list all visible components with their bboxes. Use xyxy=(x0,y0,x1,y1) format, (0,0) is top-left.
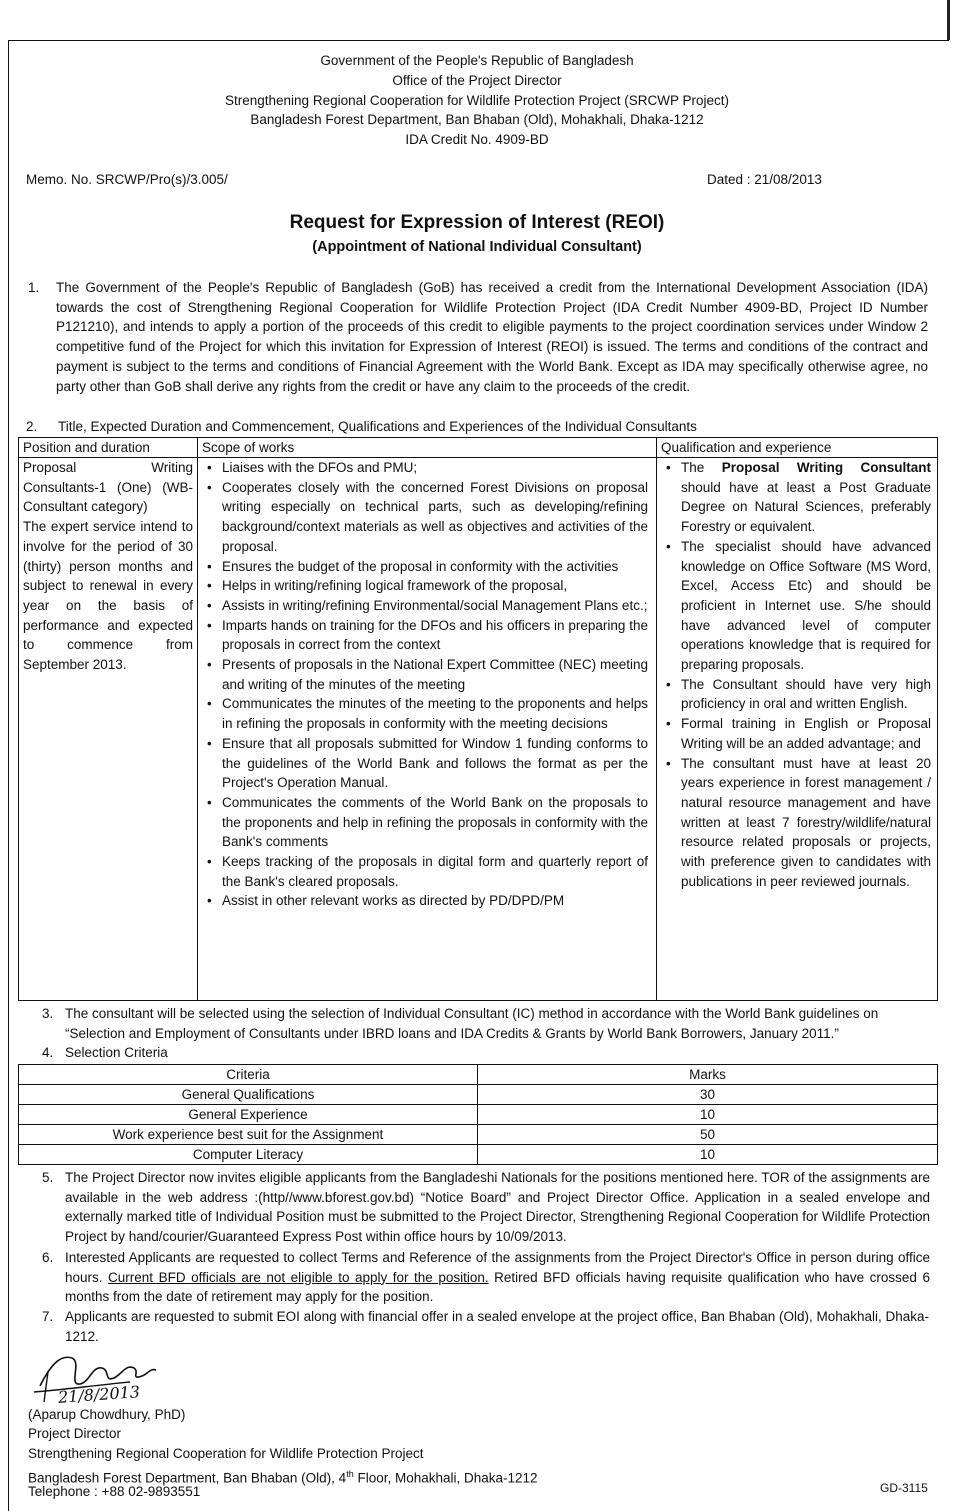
para-7-number: 7. xyxy=(42,1309,54,1324)
header-project: Strengthening Regional Cooperation for Wildlife Protection Project (SRCWP Project) xyxy=(225,93,729,108)
position-duration: The expert service intend to involve for the period of 30 (thirty) person months and subject to renewal in every year on the basis of performance and expected to commence from September 2013. xyxy=(23,519,193,673)
qualification-item: • The Consultant should have very high proficiency in oral and written English. xyxy=(661,675,931,714)
para-7: Applicants are requested to submit EOI along with financial offer in a sealed envelope at the project office, Ban Bhaban (Old), Mohakhali, Dhaka-1212. xyxy=(65,1309,930,1344)
criteria-cell: Work experience best suit for the Assignment xyxy=(19,1125,478,1145)
signatory-title: Project Director xyxy=(28,1426,122,1441)
scope-item: • Presents of proposals in the National Expert Committee (NEC) meeting and writing of the minutes of the meeting xyxy=(202,655,648,694)
document-code: GD-3115 xyxy=(880,1481,928,1495)
col-header-scope: Scope of works xyxy=(198,438,657,458)
page-title: Request for Expression of Interest (REOI) xyxy=(289,212,665,233)
signatory-address: Bangladesh Forest Department, Ban Bhaban (Old), 4th Floor, Mohakhali, Dhaka-1212 xyxy=(28,1469,538,1486)
para-6: Interested Applicants are requested to collect Terms and Reference of the assignments from the Project Director's Office in person during office hours. Current BFD officials are not eligible to apply for the position. Retired BFD officials having requisite qualification who have crossed 6 months from the date of retirement may apply for the position. xyxy=(65,1250,930,1305)
memo-number: Memo. No. SRCWP/Pro(s)/3.005/ xyxy=(26,172,228,187)
para-4: Selection Criteria xyxy=(65,1045,168,1060)
para-6-number: 6. xyxy=(42,1250,54,1265)
para-4-number: 4. xyxy=(42,1045,54,1060)
scope-item: • Communicates the minutes of the meeting to the proponents and helps in refining the proposals in conformity with the meeting decisions xyxy=(202,694,648,733)
qualification-item: • The specialist should have advanced knowledge on Office Software (MS Word, Excel, Access Etc) and should be proficient in Internet use. S/he should have advanced level of computer operations knowledge that is required for preparing proposals. xyxy=(661,537,931,675)
signatory-name: (Aparup Chowdhury, PhD) xyxy=(28,1407,186,1422)
table-row xyxy=(19,1145,938,1165)
para-3: The consultant will be selected using the selection of Individual Consultant (IC) method in accordance with the World Bank guidelines on “Selection and Employment of Consultants under IBRD loans and IDA Credits & Grants by World Bank Borrowers, January 2011.” xyxy=(65,1006,879,1041)
scope-list xyxy=(202,458,648,911)
para-2: Title, Expected Duration and Commencement, Qualifications and Experiences of the Individual Consultants xyxy=(58,419,697,434)
scope-item: • Liaises with the DFOs and PMU; xyxy=(202,458,648,478)
page-subtitle: (Appointment of National Individual Consultant) xyxy=(312,239,642,255)
scope-item: • Assist in other relevant works as directed by PD/DPD/PM xyxy=(202,891,648,911)
signatory-project: Strengthening Regional Cooperation for Wildlife Protection Project xyxy=(28,1446,424,1461)
marks-header: Marks xyxy=(478,1065,938,1085)
col-header-qualification: Qualification and experience xyxy=(657,438,938,458)
consultant-table xyxy=(18,437,938,1001)
scope-item: • Ensure that all proposals submitted for Window 1 funding conforms to the guidelines of the World Bank and follows the format as per the Project's Operation Manual. xyxy=(202,734,648,793)
criteria-table xyxy=(18,1064,938,1165)
memo-date: Dated : 21/08/2013 xyxy=(707,172,822,187)
table-row xyxy=(19,1105,938,1125)
para-5: The Project Director now invites eligible applicants from the Bangladeshi Nationals for the positions mentioned here. TOR of the assignments are available in the web address :(http//www.bforest.gov.bd) “Notice Board” and Project Director Office. Application in a sealed envelope and externally marked title of Individual Position must be submitted to the Project Director, Strengthening Regional Cooperation for Wildlife Protection Project by hand/courier/Guaranteed Express Post within office hours by 10/09/2013. xyxy=(65,1170,930,1245)
para-2-number: 2. xyxy=(26,419,38,434)
col-header-position: Position and duration xyxy=(19,438,198,458)
scope-item: • Assists in writing/refining Environmental/social Management Plans etc.; xyxy=(202,596,648,616)
header-credit: IDA Credit No. 4909-BD xyxy=(405,132,549,147)
header-government: Government of the People's Republic of Bangladesh xyxy=(320,53,634,68)
scope-item: • Communicates the comments of the World Bank on the proposals to the proponents and help in refining the proposals in conformity with the Bank's comments xyxy=(202,793,648,852)
signatory-telephone: Telephone : +88 02-9893551 xyxy=(28,1484,201,1499)
para-1: The Government of the People's Republic of Bangladesh (GoB) has received a credit from the International Development Association (IDA) towards the cost of Strengthening Regional Cooperation for Wildlife Protection Project (IDA Credit Number 4909-BD, Project ID Number P121210), and intends to apply a portion of the proceeds of this credit to eligible payments to the project coordination services under Window 2 competitive fund of the Project for which this invitation for Expression of Interest (REOI) is issued. The terms and conditions of the contract and payment is subject to the terms and conditions of Financial Agreement with the World Bank. Except as IDA may specifically otherwise agree, no party other than GoB shall derive any rights from the credit or have any claim to the proceeds of the credit. xyxy=(56,280,928,394)
ineligibility-notice: Current BFD officials are not eligible to apply for the position. xyxy=(108,1269,489,1285)
qualification-list xyxy=(661,458,931,891)
marks-cell: 10 xyxy=(478,1145,938,1165)
qualification-item: • The consultant must have at least 20 years experience in forest management / natural resource management and have written at least 7 forestry/wildlife/natural resource related proposals or projects, with preference given to candidates with publications in peer reviewed journals. xyxy=(661,754,931,892)
marks-cell: 10 xyxy=(478,1105,938,1125)
position-name-bold: Proposal Writing Consultant xyxy=(721,460,931,475)
para-1-number: 1. xyxy=(28,280,40,295)
table-row xyxy=(19,1125,938,1145)
marks-cell: 30 xyxy=(478,1085,938,1105)
criteria-cell: General Experience xyxy=(19,1105,478,1125)
header-office: Office of the Project Director xyxy=(392,73,562,88)
scan-edge xyxy=(947,0,950,40)
criteria-cell: General Qualifications xyxy=(19,1085,478,1105)
qualification-item: • Formal training in English or Proposal Writing will be an added advantage; and xyxy=(661,714,931,753)
scope-item: • Helps in writing/refining logical framework of the proposal, xyxy=(202,576,648,596)
scope-item: • Ensures the budget of the proposal in conformity with the activities xyxy=(202,557,648,577)
header-address: Bangladesh Forest Department, Ban Bhaban (Old), Mohakhali, Dhaka-1212 xyxy=(250,112,704,127)
criteria-cell: Computer Literacy xyxy=(19,1145,478,1165)
scope-item: • Imparts hands on training for the DFOs and his officers in preparing the proposals in correct from the context xyxy=(202,616,648,655)
signature-date: 21/8/2013 xyxy=(57,1382,141,1407)
table-row xyxy=(19,1085,938,1105)
scope-item: • Keeps tracking of the proposals in digital form and quarterly report of the Bank's cleared proposals. xyxy=(202,852,648,891)
marks-cell: 50 xyxy=(478,1125,938,1145)
qualification-item: • The Proposal Writing Consultant should have at least a Post Graduate Degree on Natural Sciences, preferably Forestry or equivalent. xyxy=(661,458,931,537)
position-title: Proposal Writing Consultants-1 (One) (WB-Consultant category) xyxy=(23,460,193,515)
criteria-header: Criteria xyxy=(19,1065,478,1085)
scope-item: • Cooperates closely with the concerned Forest Divisions on proposal writing especially on technical parts, such as developing/refining background/context materials as well as objectives and activities of the proposal. xyxy=(202,478,648,557)
para-3-number: 3. xyxy=(42,1006,54,1021)
para-5-number: 5. xyxy=(42,1170,54,1185)
